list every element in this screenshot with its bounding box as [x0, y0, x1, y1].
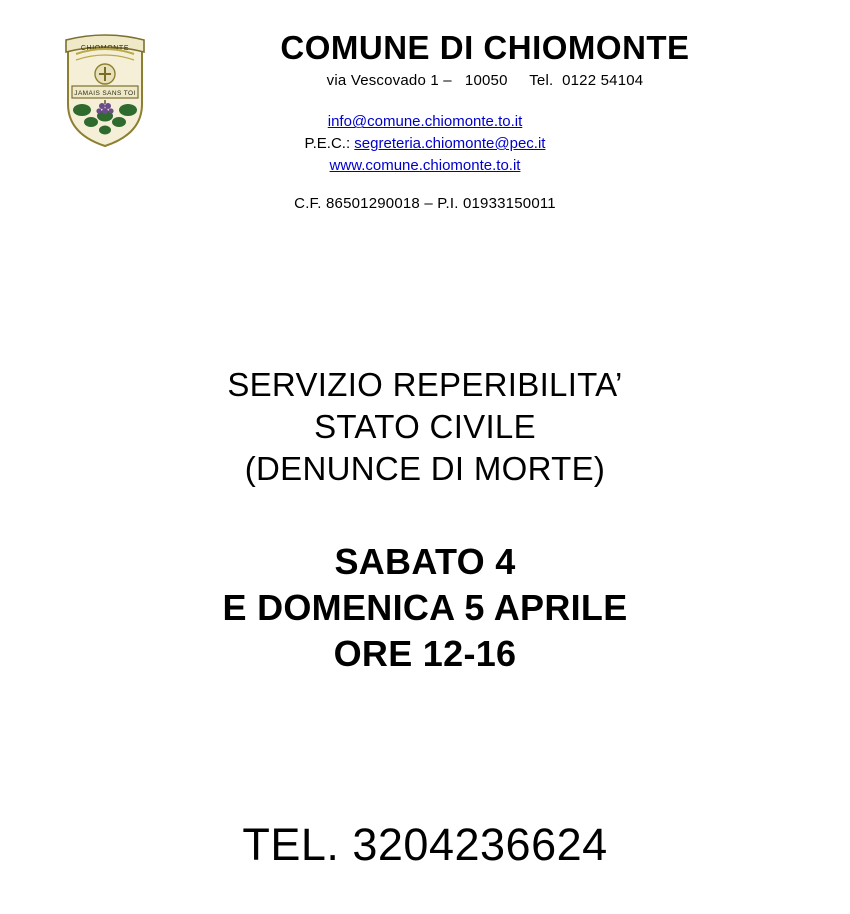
svg-text:CHIOMONTE: CHIOMONTE — [80, 45, 130, 52]
svg-text:JAMAIS SANS TOI: JAMAIS SANS TOI — [74, 90, 136, 97]
document-header — [0, 0, 850, 252]
fiscal-codes: C.F. 86501290018 – P.I. 01933150011 — [294, 194, 556, 212]
pec-label: P.E.C.: — [304, 135, 351, 153]
office-address: via Vescovado 1 – 10050 Tel. 0122 54104 — [326, 72, 644, 90]
date-hours: ORE 12-16 — [333, 632, 517, 674]
page-title: COMUNE DI CHIOMONTE — [280, 29, 690, 66]
contact-phone-number: TEL. 3204236624 — [242, 818, 608, 870]
service-line-3: (DENUNCE DI MORTE) — [244, 450, 606, 488]
service-notice — [0, 364, 850, 491]
coat-of-arms-icon — [60, 30, 150, 148]
email-link[interactable]: info@comune.chiomonte.to.it — [327, 113, 523, 131]
service-line-2: STATO CIVILE — [314, 408, 536, 446]
website-line — [0, 155, 850, 177]
website-link[interactable]: www.comune.chiomonte.to.it — [329, 156, 521, 174]
date-line-1: SABATO 4 — [334, 540, 516, 582]
header-text-block — [160, 30, 850, 89]
pec-email-link[interactable]: segreteria.chiomonte@pec.it — [354, 135, 546, 153]
date-line-2: E DOMENICA 5 APRILE — [222, 586, 628, 628]
service-dates — [0, 539, 850, 677]
service-line-1: SERVIZIO REPERIBILITA’ — [227, 366, 623, 403]
